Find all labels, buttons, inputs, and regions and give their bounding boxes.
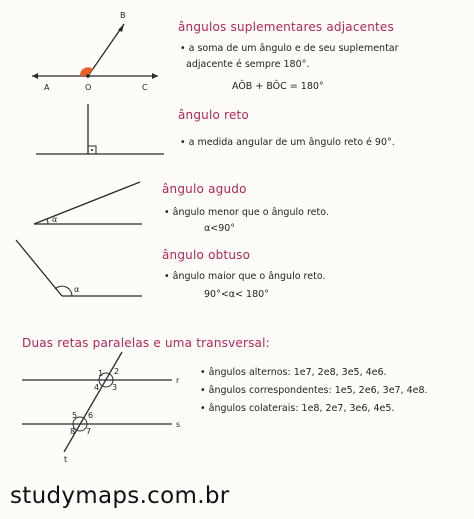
parallels-line-3: • ângulos colaterais: 1e8, 2e7, 3e6, 4e5. [200,403,395,414]
parallels-line-1: • ângulos alternos: 1e7, 2e8, 3e5, 4e6. [200,367,387,378]
point-a-label: A [44,83,50,92]
supplementary-line-2: adjacente é sempre 180°. [186,59,310,70]
supplementary-line-1: • a soma de um ângulo e de seu suplementar [180,43,399,54]
point-b-label: B [120,11,126,20]
angle-4-label: 4 [94,383,100,392]
parallels-line-2: • ângulos correspondentes: 1e5, 2e6, 3e7, 4e8. [200,385,428,396]
line-s-label: s [176,420,181,429]
obtuse-line-2: 90°<α< 180° [204,289,269,300]
watermark-text: studymaps.com.br [10,483,230,509]
supplementary-figure [32,11,158,92]
obtuse-alpha-label: α [74,285,80,294]
parallels-title: Duas retas paralelas e uma transversal: [22,336,270,350]
right-angle-line-1: • a medida angular de um ângulo reto é 90°. [180,137,395,148]
supplementary-title: ângulos suplementares adjacentes [178,20,394,34]
obtuse-angle-figure [16,240,142,296]
obtuse-title: ângulo obtuso [162,248,251,262]
point-c-label: C [142,83,148,92]
acute-alpha-label: α [52,215,58,224]
angle-5-label: 5 [72,411,78,420]
supplementary-formula: AÔB + BÔC = 180° [232,81,324,92]
acute-angle-figure [34,182,142,224]
angle-1-label: 1 [98,369,104,378]
angle-3-label: 3 [112,383,118,392]
supplementary-angle-fill [80,67,93,76]
angle-6-label: 6 [88,411,94,420]
acute-line-2: α<90° [204,223,236,234]
angle-7-label: 7 [86,427,92,436]
line-r-label: r [176,376,180,385]
obtuse-line-1: • ângulo maior que o ângulo reto. [164,271,326,282]
point-o-label: O [85,83,92,92]
right-angle-title: ângulo reto [178,108,249,122]
line-t-label: t [64,455,68,464]
parallels-figure [22,352,180,464]
angle-8-label: 8 [70,427,76,436]
right-angle-figure [36,104,164,154]
acute-title: ângulo agudo [162,182,247,196]
angle-2-label: 2 [114,367,120,376]
acute-line-1: • ângulo menor que o ângulo reto. [164,207,329,218]
